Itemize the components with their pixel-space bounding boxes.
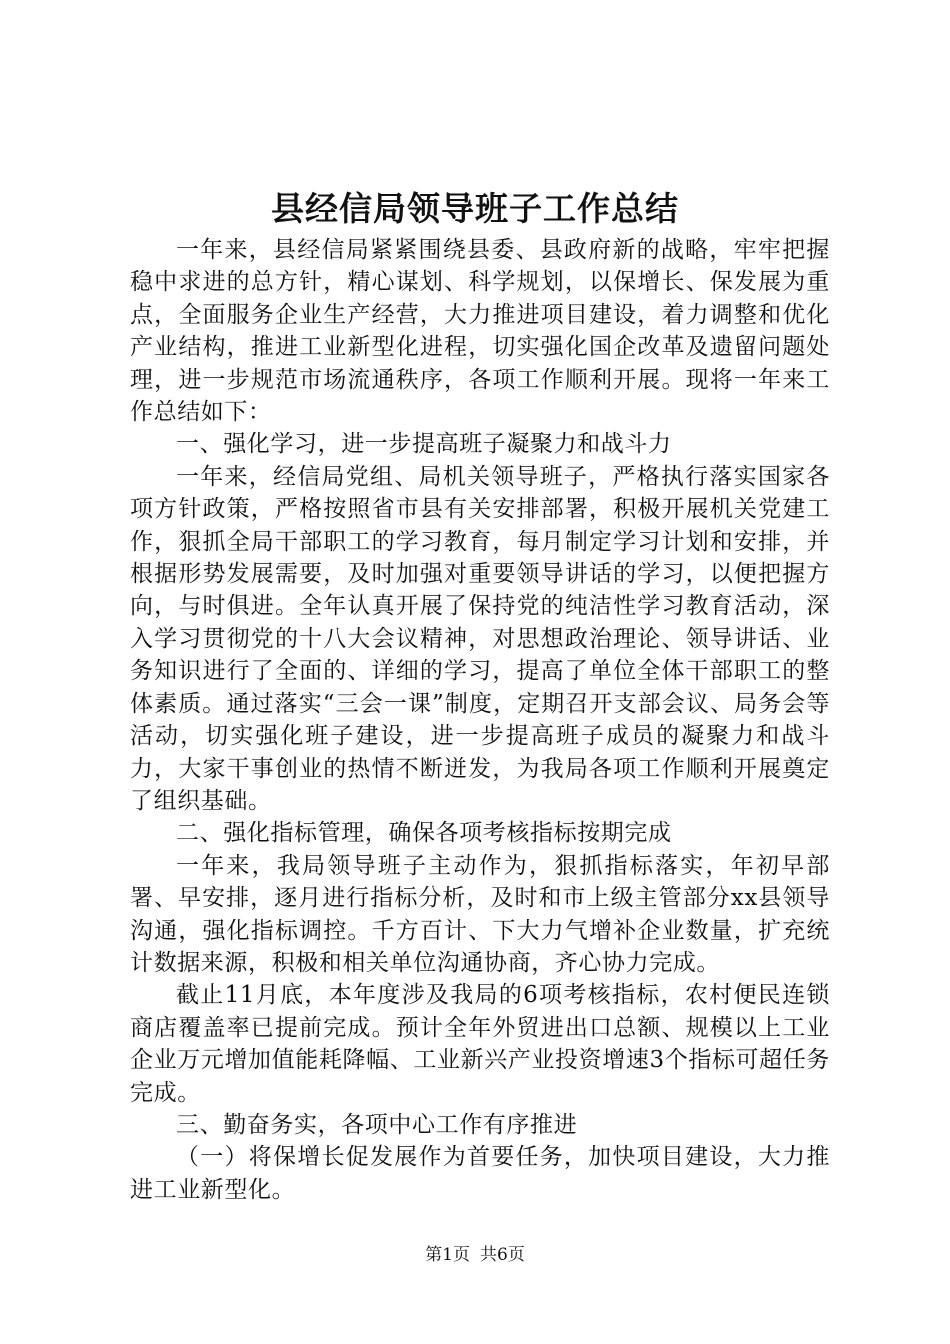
page-footer	[0, 1243, 950, 1267]
paragraph-section-3a: （一）将保增长促发展作为首要任务，加快项目建设，大力推进工业新型化。	[130, 1144, 830, 1203]
paragraph-intro: 一年来，县经信局紧紧围绕县委、县政府新的战略，牢牢把握稳中求进的总方针，精心谋划、科学规划，以保增长、保发展为重点，全面服务企业生产经营，大力推进项目建设，着力调整和优化产业结构，推进工业新型化进程，切实强化国企改革及遗留问题处理，进一步规范市场流通秩序，各项工作顺利开展。现将一年来工作总结如下：	[130, 237, 830, 426]
document-body	[130, 234, 830, 1206]
paragraph-section-2a: 一年来，我局领导班子主动作为，狠抓指标落实，年初早部署、早安排，逐月进行指标分析，及时和市上级主管部分xx县领导沟通，强化指标调控。千方百计、下大力气增补企业数量，扩充统计数据来源，积极和相关单位沟通协商，齐心协力完成。	[130, 852, 830, 976]
document-title: 县经信局领导班子工作总结	[271, 189, 679, 228]
page-number: 第1页	[425, 1245, 470, 1265]
section-heading-1: 一、强化学习，进一步提高班子凝聚力和战斗力	[176, 431, 672, 458]
paragraph-section-1: 一年来，经信局党组、局机关领导班子，严格执行落实国家各项方针政策，严格按照省市县有关安排部署，积极开展机关党建工作，狠抓全局干部职工的学习教育，每月制定学习计划和安排，并根据形势发展需要，及时加强对重要领导讲话的学习，以便把握方向，与时俱进。全年认真开展了保持党的纯洁性学习教育活动，深入学习贯彻党的十八大会议精神，对思想政治理论、领导讲话、业务知识进行了全面的、详细的学习，提高了单位全体干部职工的整体素质。通过落实“三会一课”制度，定期召开支部会议、局务会等活动，切实强化班子建设，进一步提高班子成员的凝聚力和战斗力，大家干事创业的热情不断迸发，为我局各项工作顺利开展奠定了组织基础。	[130, 463, 830, 814]
section-heading-3: 三、勤奋务实，各项中心工作有序推进	[176, 1111, 578, 1138]
paragraph-section-2b: 截止11月底，本年度涉及我局的6项考核指标，农村便民连锁商店覆盖率已提前完成。预计全年外贸进出口总额、规模以上工业企业万元增加值能耗降幅、工业新兴产业投资增速3个指标可超任务完成。	[130, 982, 830, 1106]
page-total: 共6页	[480, 1245, 525, 1265]
section-heading-2: 二、强化指标管理，确保各项考核指标按期完成	[176, 820, 672, 847]
